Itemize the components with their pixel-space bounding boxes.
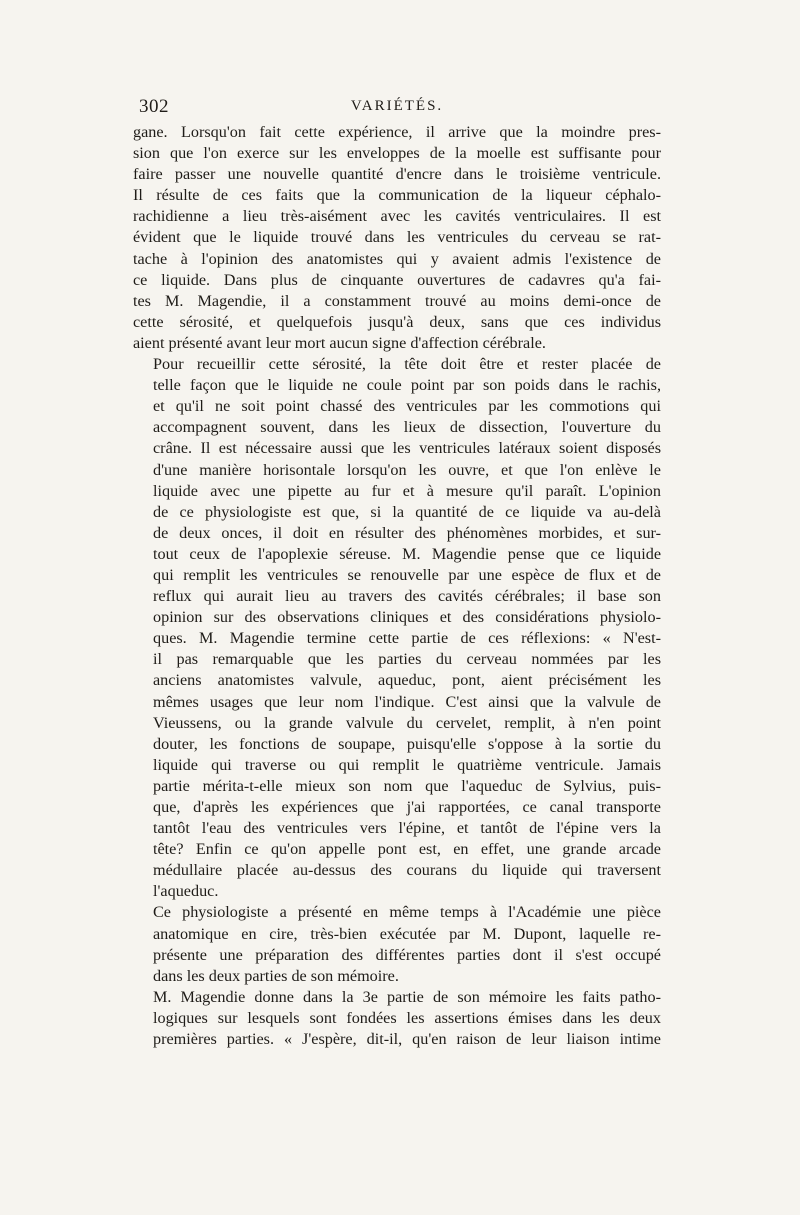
text-line: médullaire placée au-dessus des courans du liquide qui traversent [153, 861, 661, 880]
text-line: crâne. Il est nécessaire aussi que les ventricules latéraux soient disposés [153, 439, 661, 458]
text-line: tes M. Magendie, il a constamment trouvé au moins demi-once de [133, 291, 661, 310]
text-line: faire passer une nouvelle quantité d'encre dans le troisième ventricule. [133, 165, 661, 184]
paragraph-3 [133, 902, 661, 986]
text-line: liquide qui traverse ou qui remplit le quatrième ventricule. Jamais [153, 755, 661, 774]
text-line: opinion sur des observations cliniques et des considérations physiolo- [153, 608, 661, 627]
text-line: évident que le liquide trouvé dans les ventricules du cerveau se rat- [133, 228, 661, 247]
text-line: anciens anatomistes valvule, aqueduc, pont, aient précisément les [153, 671, 661, 690]
body-text [133, 122, 661, 1050]
text-line: liquide avec une pipette au fur et à mesure qu'il paraît. L'opinion [153, 481, 661, 500]
text-line: de ce physiologiste est que, si la quantité de ce liquide va au-delà [153, 502, 661, 521]
text-line: Vieussens, ou la grande valvule du cervelet, remplit, à n'en point [153, 713, 661, 732]
text-line: Pour recueillir cette sérosité, la tête doit être et rester placée de [153, 355, 661, 374]
text-line: que, d'après les expériences que j'ai rapportées, ce canal transporte [153, 798, 661, 816]
paragraph-2 [133, 354, 661, 902]
text-line: logiques sur lesquels sont fondées les assertions émises dans les deux [153, 1008, 661, 1027]
text-line: Il résulte de ces faits que la communication de la liqueur céphalo- [133, 186, 661, 205]
text-line: aient présenté avant leur mort aucun signe d'affection cérébrale. [133, 333, 546, 352]
paragraph-1 [133, 122, 661, 354]
page-number: 302 [139, 96, 169, 117]
text-line: qui remplit les ventricules se renouvelle par une espèce de flux et de [153, 565, 661, 584]
text-line: M. Magendie donne dans la 3e partie de son mémoire les faits patho- [153, 987, 661, 1006]
text-line: Ce physiologiste a présenté en même temps à l'Académie une pièce [153, 903, 661, 922]
text-line: gane. Lorsqu'on fait cette expérience, il arrive que la moindre pres- [133, 123, 661, 141]
text-line: tout ceux de l'apoplexie séreuse. M. Magendie pense que ce liquide [153, 544, 661, 563]
text-line: cette sérosité, et quelquefois jusqu'à deux, sans que ces individus [133, 312, 661, 331]
text-line: d'une manière horisontale lorsqu'on les ouvre, et que l'on enlève le [153, 460, 661, 479]
text-line: douter, les fonctions de soupape, puisqu'elle s'oppose à la sortie du [153, 734, 661, 753]
text-line: tantôt l'eau des ventricules vers l'épine, et tantôt de l'épine vers la [153, 819, 661, 838]
text-line: l'aqueduc. [153, 882, 219, 901]
text-line: sion que l'on exerce sur les enveloppes de la moelle est suffisante pour [133, 144, 661, 163]
text-line: il pas remarquable que les parties du cerveau nommées par les [153, 650, 661, 669]
paragraph-4 [133, 987, 661, 1050]
text-line: partie mérita-t-elle mieux son nom que l'aqueduc de Sylvius, puis- [153, 776, 661, 795]
text-line: telle façon que le liquide ne coule point par son poids dans le rachis, [153, 376, 661, 395]
text-line: et qu'il ne soit point chassé des ventricules par les commotions qui [153, 397, 661, 416]
text-line: anatomique en cire, très-bien exécutée par M. Dupont, laquelle re- [153, 924, 661, 943]
page-header [133, 96, 661, 122]
text-line: accompagnent souvent, dans les lieux de dissection, l'ouverture du [153, 418, 661, 437]
text-line: dans les deux parties de son mémoire. [153, 966, 399, 985]
text-line: mêmes usages que leur nom l'indique. C'est ainsi que la valvule de [153, 692, 661, 711]
text-line: ce liquide. Dans plus de cinquante ouvertures de cadavres qu'a fai- [133, 270, 661, 289]
text-line: de deux onces, il doit en résulter des phénomènes morbides, et sur- [153, 523, 661, 542]
book-page [133, 96, 661, 1050]
text-line: ques. M. Magendie termine cette partie de ces réflexions: « N'est- [153, 629, 661, 648]
text-line: premières parties. « J'espère, dit-il, qu'en raison de leur liaison intime [153, 1030, 661, 1049]
running-head: VARIÉTÉS. [350, 98, 444, 114]
text-line: présente une préparation des différentes parties dont il s'est occupé [153, 945, 661, 964]
text-line: reflux qui aurait lieu au travers des cavités cérébrales; il base son [153, 587, 661, 606]
text-line: rachidienne a lieu très-aisément avec les cavités ventriculaires. Il est [133, 207, 661, 226]
text-line: tête? Enfin ce qu'on appelle pont est, en effet, une grande arcade [153, 840, 661, 859]
text-line: tache à l'opinion des anatomistes qui y avaient admis l'existence de [133, 249, 661, 268]
